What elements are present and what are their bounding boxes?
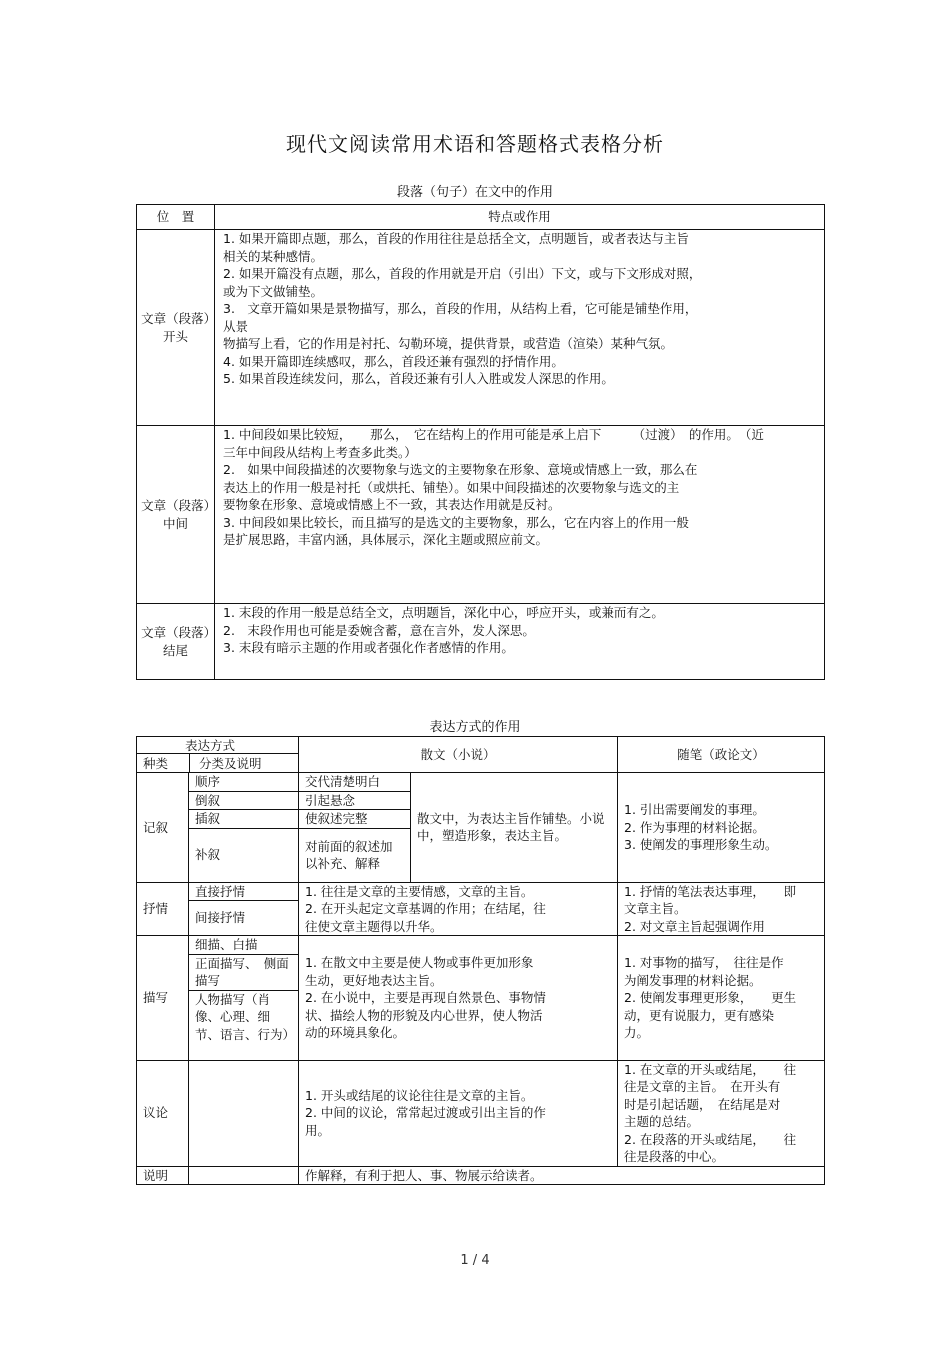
- sub-cell: 插叙: [189, 810, 299, 829]
- prose-line: 1. 开头或结尾的议论往往是文章的主旨。: [305, 1087, 534, 1103]
- prose-line: 用。: [305, 1122, 331, 1138]
- prose-line: 状、描绘人物的形貌及内心世界，使人物活: [305, 1007, 543, 1023]
- kind-cell: 记叙: [137, 773, 189, 883]
- content-line: 表达上的作用一般是衬托（或烘托、铺垫）。如果中间段描述的次要物象与选文的主: [223, 479, 680, 495]
- row-position: 文章（段落）结尾: [137, 604, 215, 680]
- table-row: [137, 773, 825, 792]
- prose-line: 2. 在开头起定文章基调的作用；在结尾，往: [305, 901, 546, 916]
- content-line: 从景: [223, 318, 249, 334]
- sub-cell: 直接抒情: [189, 882, 299, 901]
- content-line: 三年中间段从结构上考查多此类。）: [223, 444, 417, 460]
- content-line: 3. 中间段如果比较长，而且描写的是选文的主要物象，那么，它在内容上的作用一般: [223, 514, 689, 530]
- essay-line: 2. 在段落的开头或结尾， 往: [624, 1131, 797, 1147]
- essay-line: 为阐发事理的材料论据。: [624, 972, 762, 988]
- header-diagonal-cell: [137, 737, 299, 773]
- header-essay: 随笔（政论文）: [618, 737, 825, 773]
- row-position: 文章（段落）开头: [137, 230, 215, 426]
- expression-mode-table: [136, 736, 825, 1185]
- essay-line: 主题的总结。: [624, 1114, 700, 1129]
- sub-cell: 顺序: [189, 773, 299, 792]
- prose-cell: [299, 882, 618, 936]
- table-row: [137, 1060, 825, 1166]
- prose-line: 2. 在小说中，主要是再现自然景色、事物情: [305, 990, 546, 1005]
- content-line: 3. 末段有暗示主题的作用或者强化作者感情的作用。: [223, 640, 514, 655]
- prose-cell: [299, 936, 618, 1061]
- header-expression-mode: 表达方式: [185, 738, 236, 753]
- essay-line: 1. 在文章的开头或结尾， 往: [624, 1061, 797, 1077]
- prose-line: 1. 往往是文章的主要情感，文章的主旨。: [305, 883, 534, 899]
- table-header-row: [137, 205, 825, 230]
- essay-cell: [618, 773, 825, 883]
- essay-line: 力。: [624, 1025, 650, 1040]
- prose-line: 动的环境具象化。: [305, 1025, 406, 1040]
- sub-cell: 间接抒情: [189, 901, 299, 936]
- essay-line: 2. 对文章主旨起强调作用: [624, 918, 765, 934]
- sub-desc: 引起悬念: [299, 791, 411, 810]
- content-line: 2. 如果开篇没有点题，那么，首段的作用就是开启（引出）下文，或与下文形成对照，: [223, 266, 702, 281]
- table-row: [137, 604, 825, 680]
- essay-line: 往是文章的主旨。 在开头有: [624, 1079, 781, 1094]
- sub-desc: 交代清楚明白: [299, 773, 411, 792]
- content-line: 或为下文做铺垫。: [223, 283, 324, 299]
- sub-desc: 使叙述完整: [299, 810, 411, 829]
- essay-line: 文章主旨。: [624, 901, 687, 916]
- row-content: [215, 230, 825, 426]
- essay-line: 1. 对事物的描写， 往往是作: [624, 955, 784, 970]
- paragraph-role-table: [136, 204, 825, 680]
- content-line: 5. 如果首段连续发问，那么，首段还兼有引人入胜或发人深思的作用。: [223, 371, 614, 386]
- header-kind: 种类: [143, 755, 169, 771]
- prose-cell: [299, 1060, 618, 1166]
- content-line: 相关的某种感情。: [223, 248, 324, 264]
- essay-cell: [618, 936, 825, 1061]
- essay-line: 时是引起话题， 在结尾是对: [624, 1096, 781, 1112]
- page-indicator: 1 / 4: [460, 1253, 490, 1268]
- header-subcategory: 分类及说明: [199, 755, 262, 771]
- content-line: 4. 如果开篇即连续感叹，那么，首段还兼有强烈的抒情作用。: [223, 353, 564, 369]
- content-line: 物描写上看，它的作用是衬托、勾勒环境，提供背景，或营造（渲染）某种气氛。: [223, 336, 674, 351]
- essay-line: 2. 使阐发事理更形象， 更生: [624, 990, 797, 1005]
- essay-line: 3. 使阐发的事理形象生动。: [624, 837, 778, 852]
- kind-cell: 抒情: [137, 882, 189, 936]
- kind-cell: 说明: [137, 1166, 189, 1185]
- content-line: 2. 如果中间段描述的次要物象与选文的主要物象在形象、意境或情感上一致，那么在: [223, 462, 698, 477]
- prose-line: 2. 中间的议论，常常起过渡或引出主旨的作: [305, 1105, 546, 1121]
- prose-line: 往使文章主题得以升华。: [305, 918, 443, 934]
- essay-line: 2. 作为事理的材料论据。: [624, 819, 765, 835]
- content-line: 是扩展思路，丰富内涵，具体展示，深化主题或照应前文。: [223, 532, 549, 547]
- row-content: [215, 604, 825, 680]
- essay-line: 1. 抒情的笔法表达事理， 即: [624, 883, 797, 899]
- prose-cell: 散文中，为表达主旨作铺垫。小说中，塑造形象，表达主旨。: [411, 773, 618, 883]
- content-line: 2. 末段作用也可能是委婉含蓄，意在言外，发人深思。: [223, 622, 535, 638]
- header-prose: 散文（小说）: [299, 737, 618, 773]
- sub-cell-empty: [189, 1166, 299, 1185]
- sub-cell: 人物描写（肖像、心理、细节、语言、行为）: [189, 990, 299, 1060]
- essay-line: 1. 引出需要阐发的事理。: [624, 802, 765, 817]
- table-row: [137, 1166, 825, 1185]
- sub-cell: 倒叙: [189, 791, 299, 810]
- sub-cell: 正面描写、 侧面描写: [189, 954, 299, 990]
- essay-line: 动，更有说服力，更有感染: [624, 1007, 775, 1023]
- row-position: 文章（段落）中间: [137, 426, 215, 604]
- table-row: [137, 882, 825, 901]
- prose-line: 生动，更好地表达主旨。: [305, 972, 443, 988]
- prose-cell: 作解释，有利于把人、事、物展示给读者。: [299, 1166, 825, 1185]
- kind-cell: 描写: [137, 936, 189, 1061]
- kind-cell: 议论: [137, 1060, 189, 1166]
- row-content: [215, 426, 825, 604]
- content-line: 1. 如果开篇即点题，那么，首段的作用往往是总括全文，点明题旨，或者表达与主旨: [223, 231, 689, 246]
- essay-line: 往是段落的中心。: [624, 1149, 725, 1164]
- header-divider: [189, 753, 190, 772]
- content-line: 1. 中间段如果比较短， 那么， 它在结构上的作用可能是承上启下 （过渡） 的作用。 （近: [223, 427, 764, 442]
- sub-cell: 补叙: [189, 828, 299, 882]
- essay-cell: [618, 882, 825, 936]
- header-position: 位 置: [137, 205, 215, 230]
- sub-desc: 对前面的叙述加以补充、解释: [299, 828, 411, 882]
- table-row: [137, 936, 825, 955]
- prose-line: 1. 在散文中主要是使人物或事件更加形象: [305, 955, 534, 970]
- header-feature: 特点或作用: [215, 205, 825, 230]
- sub-cell: 细描、白描: [189, 936, 299, 955]
- page-title: 现代文阅读常用术语和答题格式表格分析: [286, 132, 664, 156]
- table1-caption: 段落（句子）在文中的作用: [396, 185, 553, 200]
- table-header-row: [137, 737, 825, 773]
- content-line: 1. 末段的作用一般是总结全文，点明题旨，深化中心，呼应开头，或兼而有之。: [223, 605, 664, 620]
- table2-caption: 表达方式的作用: [429, 720, 521, 735]
- essay-cell: [618, 1060, 825, 1166]
- content-line: 3. 文章开篇如果是景物描写，那么，首段的作用，从结构上看，它可能是铺垫作用，: [223, 301, 698, 316]
- table-row: [137, 426, 825, 604]
- table-row: [137, 230, 825, 426]
- content-line: 要物象在形象、意境或情感上不一致，其表达作用就是反衬。: [223, 497, 561, 512]
- sub-cell-empty: [189, 1060, 299, 1166]
